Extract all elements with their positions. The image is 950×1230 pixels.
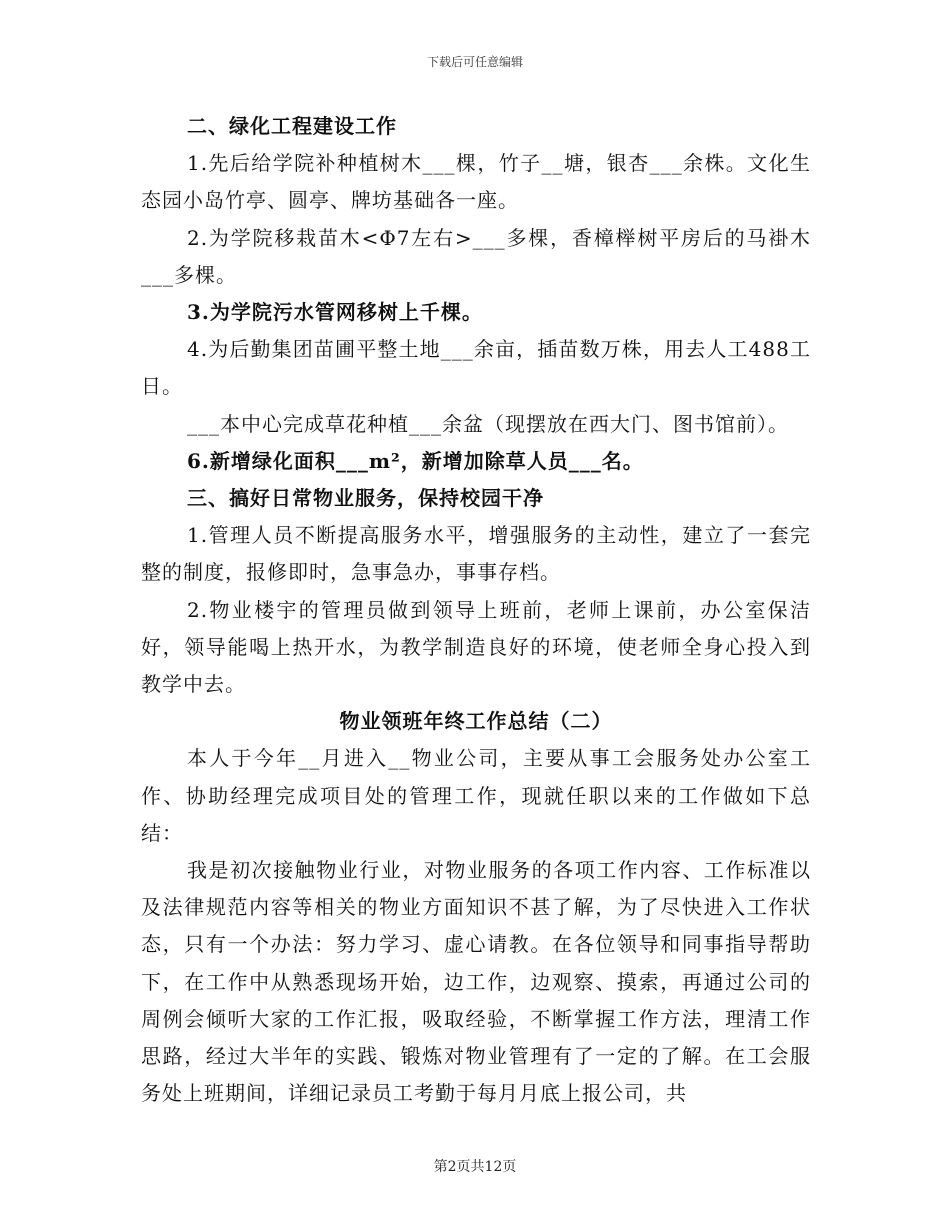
section-heading-property-service: 三、搞好日常物业服务，保持校园干净: [187, 486, 544, 511]
paragraph-item-2: 2.为学院移栽苗木<Φ7左右>___多棵，香樟榉树平房后的马褂木___多棵。: [141, 225, 811, 287]
paragraph-item-1: 1.先后给学院补种植树木___棵，竹子__塘，银杏___余株。文化生态园小岛竹亭、圆亭、牌坊基础各一座。: [141, 151, 811, 213]
page-number: 第2页共12页: [433, 1159, 517, 1175]
paragraph-item-3: 3.为学院污水管网移树上千棵。: [187, 300, 483, 325]
paragraph-intro: 本人于今年__月进入__物业公司，主要从事工会服务处办公室工作、协助经理完成项目处的管理工作，现就任职以来的工作做如下总结：: [141, 746, 811, 845]
paragraph-item-5: ___本中心完成草花种植___余盆（现摆放在西大门、图书馆前）。: [187, 411, 789, 436]
paragraph-experience: 我是初次接触物业行业，对物业服务的各项工作内容、工作标准以及法律规范内容等相关的物业方面知识不甚了解，为了尽快进入工作状态，只有一个办法：努力学习、虚心请教。在各位领导和同事指导帮助下，在工作中从熟悉现场开始，边工作，边观察、摸索，再通过公司的周例会倾听大家的工作汇报，吸取经验，不断掌握工作方法，理清工作思路，经过大半年的实践、锻炼对物业管理有了一定的了解。在工会服务处上班期间，详细记录员工考勤于每月月底上报公司，共: [141, 858, 811, 1106]
section-heading-greening: 二、绿化工程建设工作: [187, 114, 397, 138]
paragraph-service-1: 1.管理人员不断提高服务水平，增强服务的主动性，建立了一套完整的制度，报修即时，急事急办，事事存档。: [141, 523, 811, 585]
paragraph-item-6: 6.新增绿化面积___m²，新增加除草人员___名。: [187, 448, 644, 473]
article-title: 物业领班年终工作总结（二）: [339, 709, 613, 734]
paragraph-service-2: 2.物业楼宇的管理员做到领导上班前，老师上课前，办公室保洁好，领导能喝上热开水，为教学制造良好的环境，使老师全身心投入到教学中去。: [141, 597, 811, 697]
paragraph-item-4: 4.为后勤集团苗圃平整土地___余亩，插苗数万株，用去人工488工日。: [141, 337, 811, 399]
document-body: [141, 108, 811, 1112]
page-header-note: 下载后可任意编辑: [426, 55, 523, 69]
